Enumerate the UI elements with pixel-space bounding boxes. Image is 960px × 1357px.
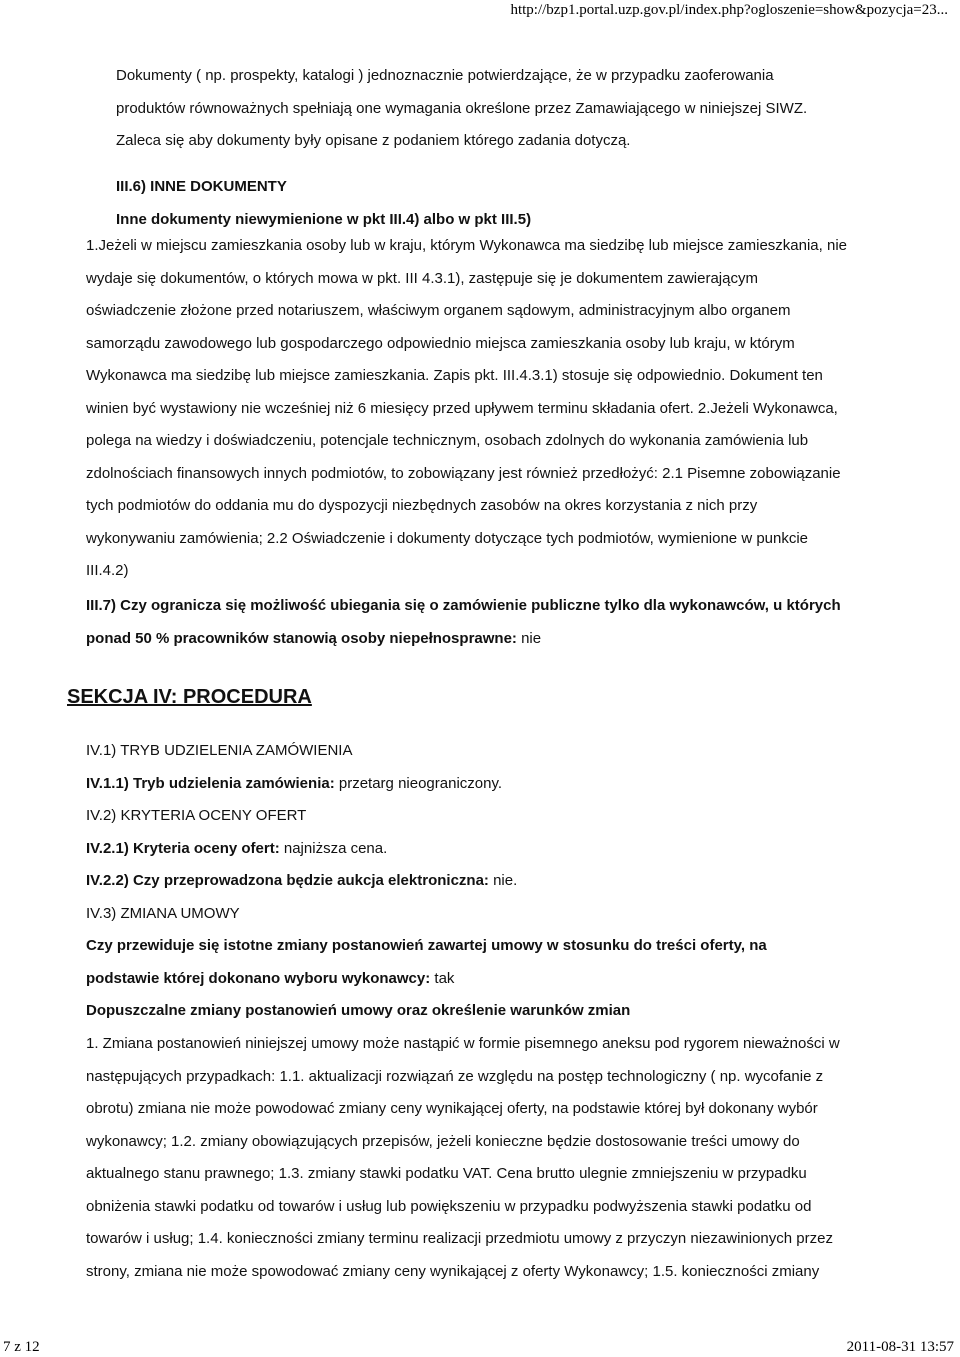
value-iv11: przetarg nieograniczony.: [334, 774, 503, 792]
text-line: strony, zmiana nie może spowodować zmiany ceny wynikającej z oferty Wykonawcy; 1.5. konieczności zmiany: [86, 1262, 820, 1280]
text-line: produktów równoważnych spełniają one wymagania określone przez Zamawiającego w niniejszej SIWZ.: [116, 99, 808, 117]
heading-iv3: IV.3) ZMIANA UMOWY: [86, 904, 240, 922]
text-line: Dokumenty ( np. prospekty, katalogi ) jednoznacznie potwierdzające, że w przypadku zaoferowania: [116, 67, 774, 84]
page-url-header: http://bzp1.portal.uzp.gov.pl/index.php?ogloszenie=show&pozycja=23...: [510, 2, 948, 18]
question-iii7-line1: III.7) Czy ogranicza się możliwość ubiegania się o zamówienie publiczne tylko dla wykonawców, u których: [86, 597, 841, 614]
section-iv-body: [86, 735, 906, 1028]
answer-iv3: tak: [430, 969, 455, 987]
label-iv11: IV.1.1) Tryb udzielenia zamówienia:: [86, 774, 335, 792]
text-line: zdolnościach finansowych innych podmiotów, to zobowiązany jest również przedłożyć: 2.1 Pisemne zobowiązanie: [86, 464, 841, 482]
changes-paragraph: [86, 1028, 906, 1288]
page-number: 7 z 12: [3, 1339, 40, 1355]
text-line: tych podmiotów do oddania mu do dyspozycji niezbędnych zasobów na okres korzystania z nich przy: [86, 497, 758, 514]
question-iii7-line2: ponad 50 % pracowników stanowią osoby niepełnosprawne:: [86, 629, 517, 647]
text-line: obrotu) zmiana nie może powodować zmiany ceny wynikającej oferty, na podstawie której był dokonany wybór: [86, 1100, 818, 1117]
section-iii7: [86, 590, 906, 655]
text-line: Wykonawca ma siedzibę lub miejsce zamieszkania. Zapis pkt. III.4.3.1) stosuje się odpowiednio. Dokument ten: [86, 367, 823, 384]
value-iv21: najniższa cena.: [279, 839, 388, 857]
text-line: III.4.2): [86, 562, 129, 579]
heading-iv1: IV.1) TRYB UDZIELENIA ZAMÓWIENIA: [86, 742, 353, 759]
intro-paragraph: [116, 60, 876, 158]
value-iv22: nie.: [488, 872, 518, 889]
text-line: wykonawcy; 1.2. zmiany obowiązujących przepisów, jeżeli konieczne będzie dostosowanie treści umowy do: [86, 1132, 800, 1150]
text-line: polega na wiedzy i doświadczeniu, potencjale technicznym, osobach zdolnych do wykonania zamówienia lub: [86, 432, 809, 449]
heading-iii6: III.6) INNE DOKUMENTY: [116, 178, 287, 195]
text-line: wykonywaniu zamówienia; 2.2 Oświadczenie i dokumenty dotyczące tych podmiotów, wymienione w punkcie: [86, 529, 809, 547]
text-line: samorządu zawodowego lub gospodarczego odpowiednio miejsca zamieszkania osoby lub kraju, w którym: [86, 334, 795, 352]
text-line: następujących przypadkach: 1.1. aktualizacji rozwiązań ze względu na postęp technologiczny ( np. wycofanie z: [86, 1067, 824, 1085]
label-iv21: IV.2.1) Kryteria oceny ofert:: [86, 839, 280, 857]
question-iv3-line2: podstawie której dokonano wyboru wykonawcy:: [86, 969, 431, 987]
section-iv-title: SEKCJA IV: PROCEDURA: [67, 686, 312, 708]
section-iii6-body: [86, 230, 906, 588]
text-line: 1. Zmiana postanowień niniejszej umowy może nastąpić w formie pisemnego aneksu pod rygorem nieważności w: [86, 1035, 840, 1052]
print-datetime: 2011-08-31 13:57: [846, 1339, 954, 1355]
text-line: 1.Jeżeli w miejscu zamieszkania osoby lub w kraju, którym Wykonawca ma siedzibę lub miejsce zamieszkania, nie: [86, 237, 847, 254]
allowed-changes-heading: Dopuszczalne zmiany postanowień umowy oraz określenie warunków zmian: [86, 1002, 631, 1019]
text-line: aktualnego stanu prawnego; 1.3. zmiany stawki podatku VAT. Cena brutto ulegnie zmniejszeniu w przypadku: [86, 1165, 807, 1182]
heading-iv2: IV.2) KRYTERIA OCENY OFERT: [86, 807, 307, 824]
subheading-iii6: Inne dokumenty niewymienione w pkt III.4) albo w pkt III.5): [116, 210, 532, 228]
text-line: oświadczenie złożone przed notariuszem, właściwym organem sądowym, administracyjnym albo organem: [86, 302, 791, 319]
section-iii6-heading: [116, 171, 876, 236]
answer-iii7: nie: [516, 629, 542, 647]
label-iv22: IV.2.2) Czy przeprowadzona będzie aukcja elektroniczna:: [86, 872, 489, 889]
text-line: Zaleca się aby dokumenty były opisane z podaniem którego zadania dotyczą.: [116, 132, 631, 149]
text-line: towarów i usług; 1.4. konieczności zmiany terminu realizacji przedmiotu umowy z przyczyn niezawinionych przez: [86, 1230, 833, 1247]
question-iv3-line1: Czy przewiduje się istotne zmiany postanowień zawartej umowy w stosunku do treści oferty, na: [86, 937, 767, 954]
text-line: wydaje się dokumentów, o których mowa w pkt. III 4.3.1), zastępuje się je dokumentem zawierającym: [86, 269, 758, 287]
text-line: winien być wystawiony nie wcześniej niż 6 miesięcy przed upływem terminu składania ofert. 2.Jeżeli Wykonawca,: [86, 399, 838, 417]
text-line: obniżenia stawki podatku od towarów i usług lub powiększeniu w przypadku podwyższenia stawki podatku od: [86, 1197, 812, 1215]
